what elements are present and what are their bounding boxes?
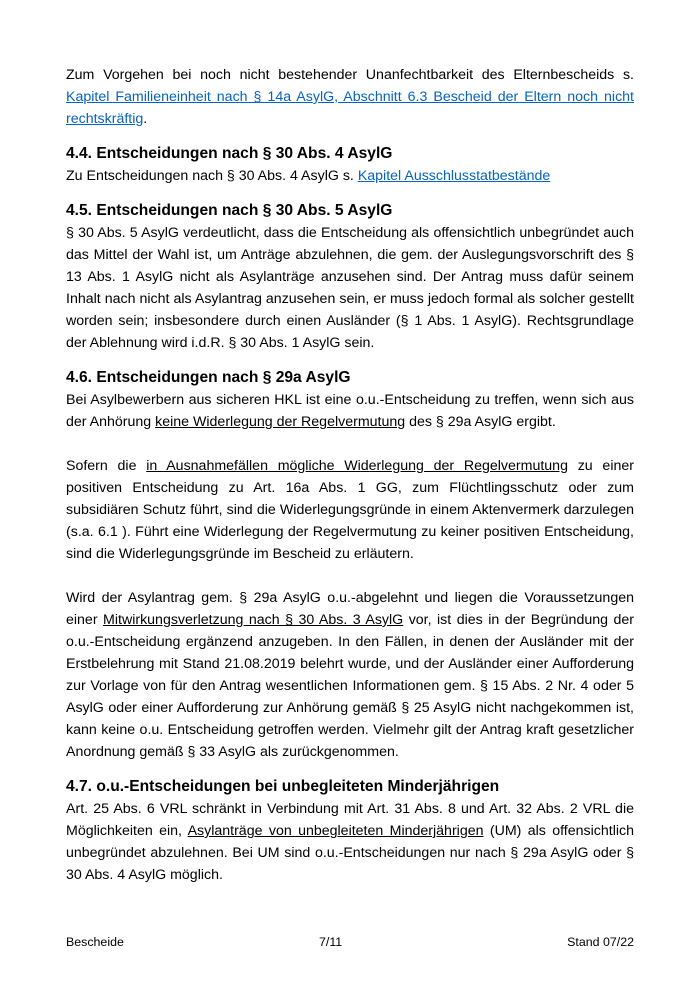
heading-4-5: 4.5. Entscheidungen nach § 30 Abs. 5 AsylG <box>66 202 393 219</box>
underlined-regelvermutung: keine Widerlegung der Regelvermutung <box>155 414 406 430</box>
footer-page-number: 7/11 <box>319 935 343 949</box>
document-page <box>66 64 634 886</box>
heading-4-4: 4.4. Entscheidungen nach § 30 Abs. 4 AsylG <box>66 145 393 162</box>
section-4-6-paragraph-2: Sofern die in Ausnahmefällen mögliche Widerlegung der Regelvermutung zu einer positiven Entscheidung zu Art. 16a Abs. 1 GG, zum Flüchtlingsschutz oder zum subsidiären Schutz führt, sind die Widerlegungsgründe in einem Aktenvermerk darzulegen (s.a. 6.1 ). Führt eine Widerlegung der Regelvermutung zu keiner positiven Entscheidung, sind die Widerlegungsgründe im Bescheid zu erläutern. <box>66 458 634 562</box>
link-ausschlusstatbestaende[interactable]: Kapitel Ausschlusstatbestände <box>357 168 551 184</box>
section-4-6-paragraph-1: Bei Asylbewerbern aus sicheren HKL ist eine o.u.-Entscheidung zu treffen, wenn sich aus der Anhörung keine Widerlegung der Regelvermutung des § 29a AsylG ergibt. <box>66 392 634 430</box>
section-4-6-paragraph-3: Wird der Asylantrag gem. § 29a AsylG o.u.-abgelehnt und liegen die Voraussetzungen einer Mitwirkungsverletzung nach § 30 Abs. 3 AsylG vor, ist dies in der Begründung der o.u.-Entscheidung ergänzend anzugeben. In den Fällen, in denen der Ausländer mit der Erstbelehrung mit Stand 21.08.2019 belehrt wurde, und der Ausländer einer Aufforderung zur Vorlage von für den Antrag wesentlichen Informationen gem. § 15 Abs. 2 Nr. 4 oder 5 AsylG oder einer Aufforderung zur Anhörung gemäß § 25 AsylG nicht nachgekommen ist, kann keine o.u. Entscheidung getroffen werden. Vielmehr gilt der Antrag kraft gesetzlicher Anordnung gemäß § 33 AsylG als zurückgenommen. <box>66 590 634 760</box>
section-4-7-paragraph: Art. 25 Abs. 6 VRL schränkt in Verbindung mit Art. 31 Abs. 8 und Art. 32 Abs. 2 VRL die Möglichkeiten ein, Asylanträge von unbegleiteten Minderjährigen (UM) als offensichtlich unbegründet abzulehnen. Bei UM sind o.u.-Entscheidungen nur nach § 29a AsylG oder § 30 Abs. 4 AsylG möglich. <box>66 801 634 883</box>
link-familieneinheit[interactable]: Kapitel Familieneinheit nach § 14a AsylG, Abschnitt 6.3 Bescheid der Eltern noch nicht rechtskräftig <box>66 89 634 127</box>
section-4-4-paragraph: Zu Entscheidungen nach § 30 Abs. 4 AsylG s. Kapitel Ausschlusstatbestände <box>66 168 551 184</box>
section-4-5-paragraph: § 30 Abs. 5 AsylG verdeutlicht, dass die Entscheidung als offensichtlich unbegründet auch das Mittel der Wahl ist, um Anträge abzulehnen, die gem. der Auslegungsvorschrift des § 13 Abs. 1 AsylG nicht als Asylanträge anzusehen sind. Der Antrag muss dafür seinem Inhalt nach nicht als Asylantrag anzusehen sein, er muss jedoch formal als solcher gestellt worden sein; insbesondere durch einen Ausländer (§ 1 Abs. 1 AsylG). Rechtsgrundlage der Ablehnung wird i.d.R. § 30 Abs. 1 AsylG sein. <box>66 225 634 351</box>
underlined-asylantraege-um: Asylanträge von unbegleiteten Minderjährigen <box>187 823 484 839</box>
heading-4-7: 4.7. o.u.-Entscheidungen bei unbegleiteten Minderjährigen <box>66 778 500 795</box>
heading-4-6: 4.6. Entscheidungen nach § 29a AsylG <box>66 369 351 386</box>
underlined-widerlegung: in Ausnahmefällen mögliche Widerlegung der Regelvermutung <box>146 458 568 474</box>
footer-version-date: Stand 07/22 <box>567 935 634 949</box>
intro-paragraph: Zum Vorgehen bei noch nicht bestehender Unanfechtbarkeit des Elternbescheids s. Kapitel Familieneinheit nach § 14a AsylG, Abschnitt 6.3 Bescheid der Eltern noch nicht rechtskräftig. <box>66 67 634 127</box>
underlined-mitwirkungsverletzung: Mitwirkungsverletzung nach § 30 Abs. 3 AsylG <box>103 612 404 628</box>
footer-document-title: Bescheide <box>66 935 124 949</box>
